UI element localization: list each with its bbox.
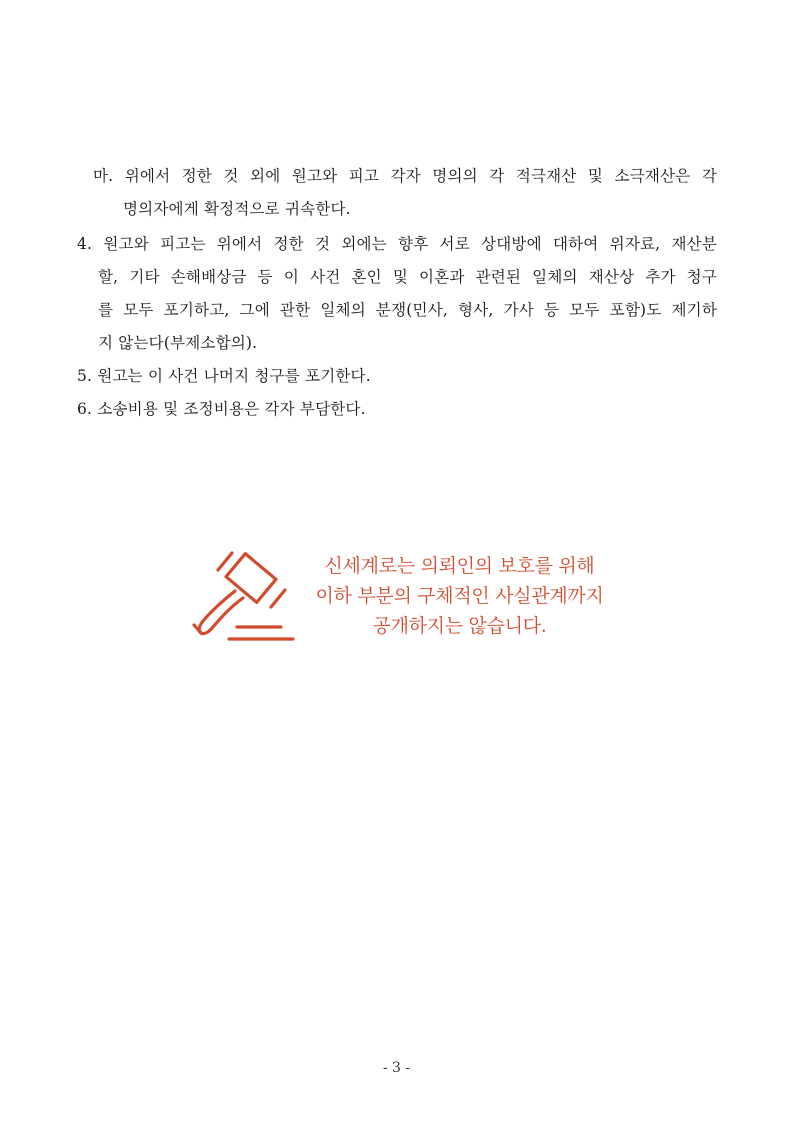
item-6-line: 6. 소송비용 및 조정비용은 각자 부담한다. [77, 400, 366, 418]
privacy-notice [185, 543, 625, 648]
privacy-notice-text [297, 551, 622, 641]
item-ma-line-1: 마. 위에서 정한 것 외에 원고와 피고 각자 명의의 각 적극재산 및 소극재산은 각 [93, 167, 717, 185]
page-number: - 3 - [382, 1060, 411, 1076]
privacy-notice-line-3: 공개하지는 않습니다. [372, 615, 547, 637]
item-4-line-1: 4. 원고와 피고는 위에서 정한 것 외에는 향후 서로 상대방에 대하여 위자료, 재산분 [77, 235, 717, 253]
privacy-notice-line-1: 신세계로는 의뢰인의 보호를 위해 [324, 555, 595, 577]
item-ma-line-2: 명의자에게 확정적으로 귀속한다. [123, 200, 351, 218]
item-5-line: 5. 원고는 이 사건 나머지 청구를 포기한다. [77, 367, 371, 385]
item-4-line-4: 지 않는다(부제소합의). [98, 334, 258, 352]
privacy-notice-line-2: 이하 부분의 구체적인 사실관계까지 [315, 585, 604, 607]
item-4-line-3: 를 모두 포기하고, 그에 관한 일체의 분쟁(민사, 형사, 가사 등 모두 포함)도 제기하 [98, 301, 717, 319]
gavel-icon [185, 543, 300, 648]
item-4-line-2: 할, 기타 손해배상금 등 이 사건 혼인 및 이혼과 관련된 일체의 재산상 추가 청구 [98, 268, 717, 286]
